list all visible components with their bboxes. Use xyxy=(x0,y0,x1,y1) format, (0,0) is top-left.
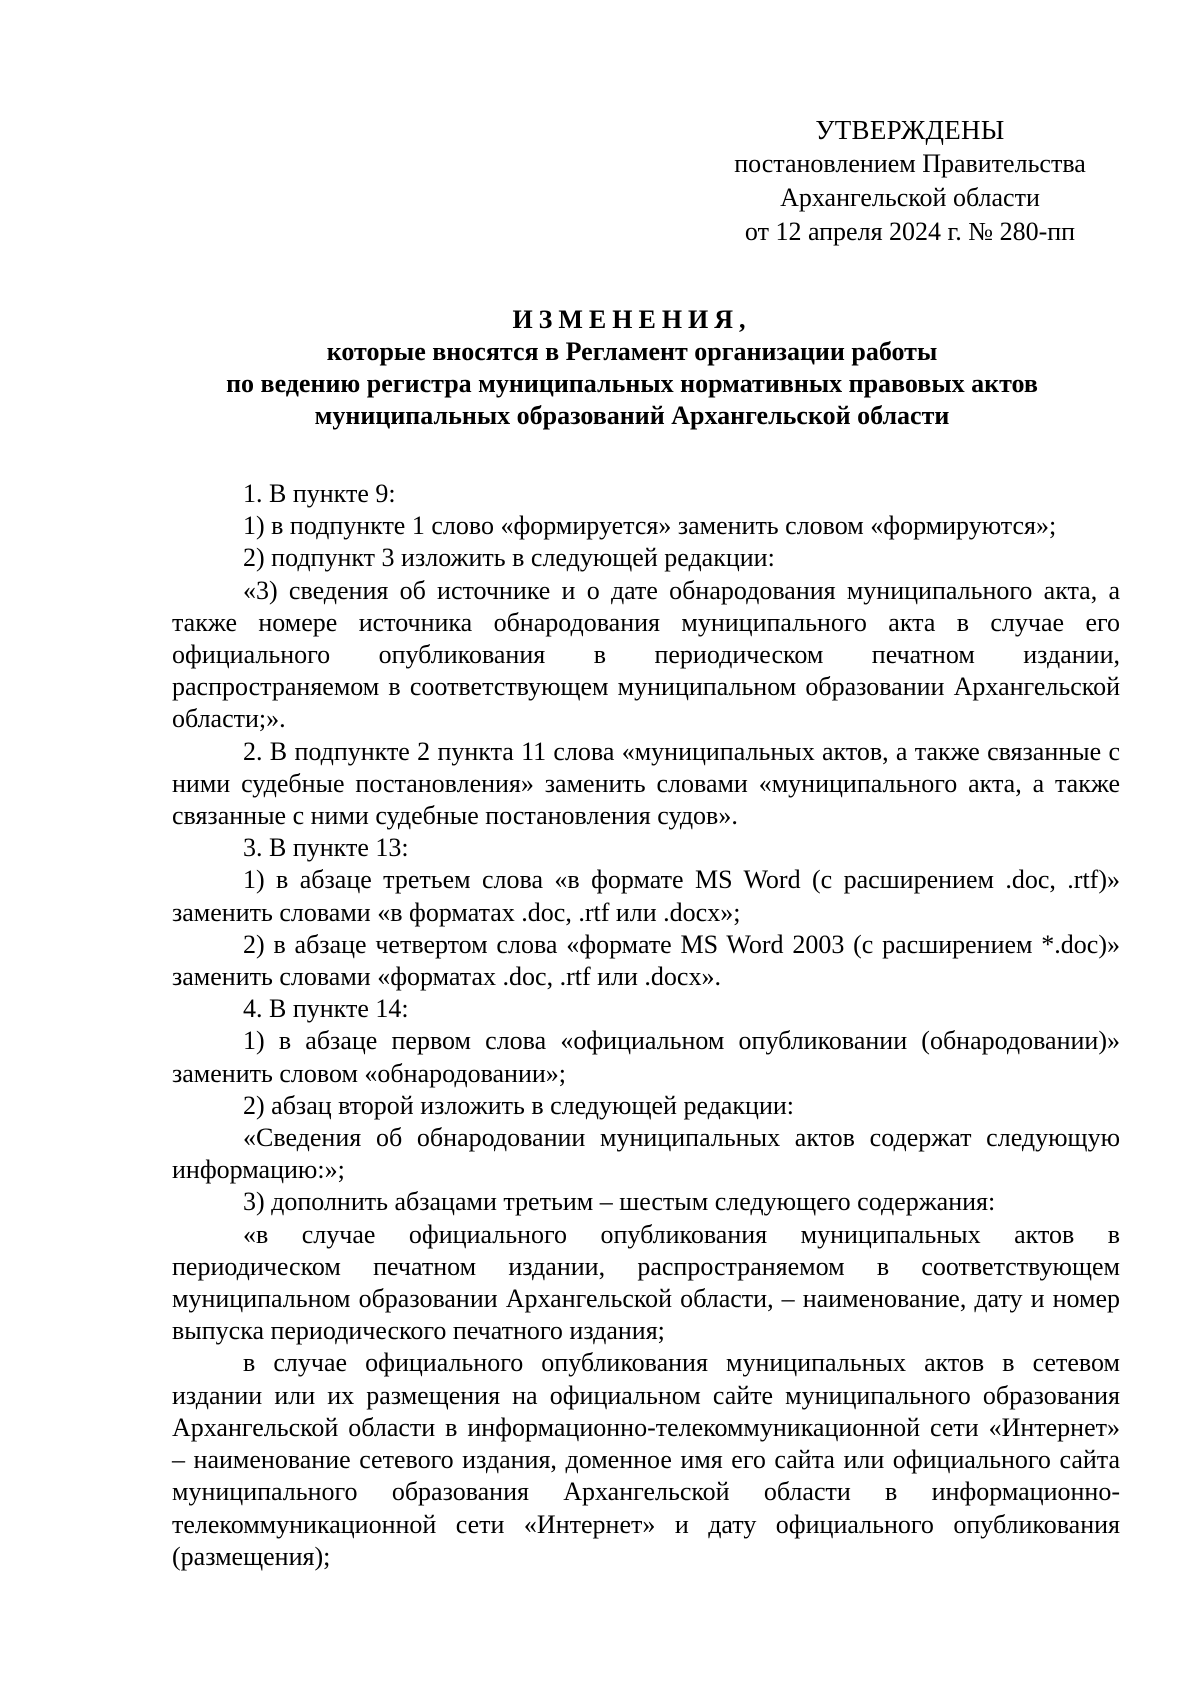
heading-line-2: по ведению регистра муниципальных нормативных правовых актов xyxy=(226,369,1038,398)
approval-stamp xyxy=(700,113,1120,249)
paragraph: 3. В пункте 13: xyxy=(243,833,409,863)
paragraph: «3) сведения об источнике и о дате обнародования муниципального акта, а также номере источника обнародования муниципального акта в случае его официального опубликования в периодическом печатном издании, распространяемом в соответствующем муниципальном образовании Архангельской области;». xyxy=(172,575,1120,734)
paragraph: 1) в абзаце третьем слова «в формате MS Word (с расширением .doc, .rtf)» заменить словами «в форматах .doc, .rtf или .docx»; xyxy=(172,865,1120,927)
document-heading xyxy=(170,304,1094,432)
paragraph: «Сведения об обнародовании муниципальных актов содержат следующую информацию:»; xyxy=(172,1123,1120,1185)
approval-line-1: постановлением Правительства xyxy=(734,149,1086,178)
heading-title: ИЗМЕНЕНИЯ, xyxy=(512,305,752,334)
paragraph: 2) подпункт 3 изложить в следующей редакции: xyxy=(243,543,775,573)
paragraph: 2. В подпункте 2 пункта 11 слова «муниципальных актов, а также связанные с ними судебные постановления» заменить словами «муниципального акта, а также связанные с ними судебные постановления судов». xyxy=(172,736,1120,831)
heading-line-1: которые вносятся в Регламент организации работы xyxy=(326,337,938,366)
approval-title: УТВЕРЖДЕНЫ xyxy=(815,115,1005,145)
paragraph: 2) в абзаце четвертом слова «формате MS Word 2003 (с расширением *.doc)» заменить словами «форматах .doc, .rtf или .docx». xyxy=(172,929,1120,992)
paragraph: 4. В пункте 14: xyxy=(243,994,409,1024)
paragraph: в случае официального опубликования муниципальных актов в сетевом издании или их размещения на официальном сайте муниципального образования Архангельской области в информационно-телекоммуникационной сети «Интернет» – наименование сетевого издания, доменное имя его сайта или официального сайта муниципального образования Архангельской области в информационно-телекоммуникационной сети «Интернет» и дату официального опубликования (размещения); xyxy=(172,1348,1120,1571)
paragraph: «в случае официального опубликования муниципальных актов в периодическом печатном издании, распространяемом в соответствующем муниципальном образовании Архангельской области, – наименование, дату и номер выпуска периодического печатного издания; xyxy=(172,1219,1120,1346)
paragraph: 3) дополнить абзацами третьим – шестым следующего содержания: xyxy=(243,1187,996,1217)
heading-line-3: муниципальных образований Архангельской области xyxy=(314,401,950,430)
paragraph: 1) в абзаце первом слова «официальном опубликовании (обнародовании)» заменить словом «обнародовании»; xyxy=(172,1026,1120,1088)
approval-line-2: Архангельской области xyxy=(780,183,1040,212)
paragraph: 1) в подпункте 1 слово «формируется» заменить словом «формируются»; xyxy=(243,511,1057,541)
document-body xyxy=(172,478,1120,1573)
paragraph: 2) абзац второй изложить в следующей редакции: xyxy=(243,1090,795,1120)
paragraph: 1. В пункте 9: xyxy=(243,479,396,508)
approval-line-3: от 12 апреля 2024 г. № 280-пп xyxy=(744,217,1076,246)
